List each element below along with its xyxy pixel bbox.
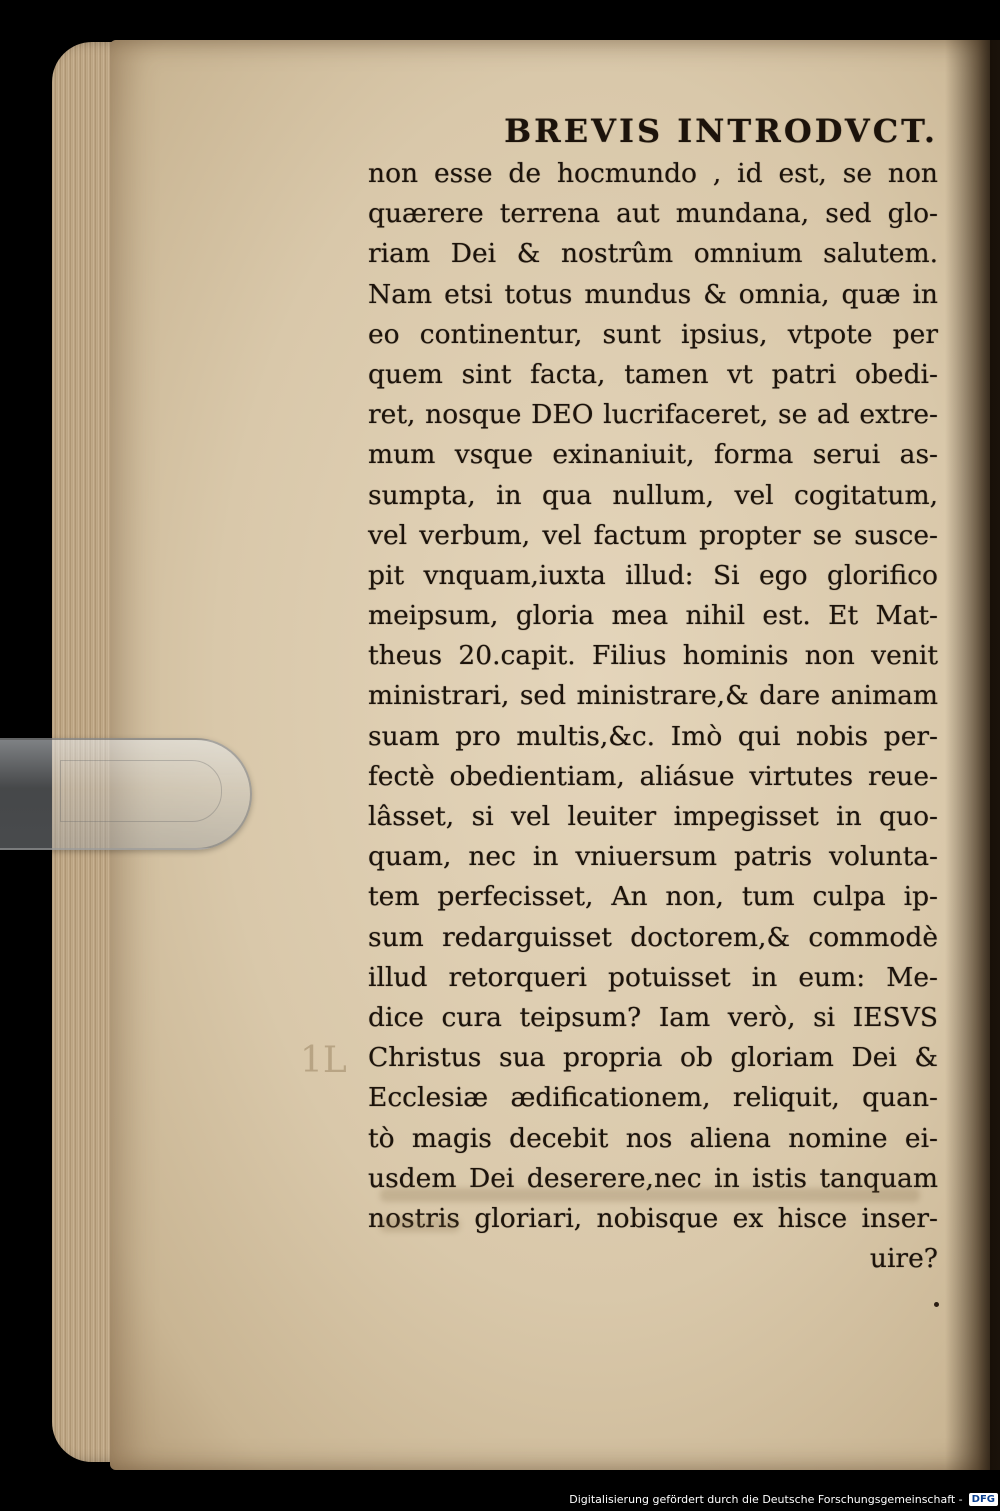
text-line: tò magis decebit nos aliena nomine ei- bbox=[368, 1122, 938, 1154]
text-line: eo continentur, sunt ipsius, vtpote per bbox=[368, 318, 938, 350]
text-line: illud retorqueri potuisset in eum: Me- bbox=[368, 961, 938, 993]
text-line: usdem Dei deserere,nec in istis tanquam bbox=[368, 1162, 938, 1194]
text-line: quam, nec in vniuersum patris volunta- bbox=[368, 841, 938, 873]
text-line: ministrari, sed ministrare,& dare animam bbox=[368, 680, 938, 712]
ink-spot bbox=[934, 1302, 939, 1307]
text-line: Ecclesiæ ædificationem, reliquit, quan- bbox=[368, 1082, 938, 1114]
text-line: nostris gloriari, nobisque ex hisce inser- bbox=[368, 1202, 938, 1234]
text-line: tem perfecisset, An non, tum culpa ip- bbox=[368, 881, 938, 913]
text-line: vel verbum, vel factum propter se susce- bbox=[368, 519, 938, 551]
text-line: dice cura teipsum? Iam verò, si IESVS bbox=[368, 1001, 938, 1033]
text-line: fectè obedientiam, aliásue virtutes reue- bbox=[368, 760, 938, 792]
text-line: suam pro multis,&c. Imò qui nobis per- bbox=[368, 720, 938, 752]
book-gutter-shadow bbox=[945, 40, 1000, 1470]
bleed-through-line bbox=[380, 1188, 920, 1202]
text-line: meipsum, gloria mea nihil est. Et Mat- bbox=[368, 600, 938, 632]
text-line: theus 20.capit. Filius hominis non venit bbox=[368, 640, 938, 672]
text-line: Christus sua propria ob gloriam Dei & bbox=[368, 1042, 938, 1074]
page-clip-inner bbox=[60, 760, 222, 822]
text-line: lâsset, si vel leuiter impegisset in quo- bbox=[368, 801, 938, 832]
text-line: ret, nosque DEO lucrifaceret, se ad extre- bbox=[368, 399, 938, 431]
text-line: quærere terrena aut mundana, sed glo- bbox=[368, 198, 938, 230]
footer-credit: Digitalisierung gefördert durch die Deutsche Forschungsgemeinschaft - bbox=[569, 1492, 963, 1506]
text-line: Nam etsi totus mundus & omnia, quæ in bbox=[368, 278, 938, 310]
bleed-through-line bbox=[380, 1218, 460, 1232]
text-line: mum vsque exinaniuit, forma serui as- bbox=[368, 439, 938, 471]
text-line-catchword: uire? bbox=[869, 1243, 938, 1275]
text-line: sumpta, in qua nullum, vel cogitatum, bbox=[368, 479, 938, 511]
digitization-footer bbox=[569, 1488, 998, 1510]
text-line: sum redarguisset doctorem,& commodè bbox=[368, 921, 938, 953]
dfg-logo-icon: DFG bbox=[969, 1493, 998, 1506]
text-line: quem sint facta, tamen vt patri obedi- bbox=[368, 358, 938, 390]
page-text-block bbox=[368, 108, 938, 1279]
text-line: pit vnquam,iuxta illud: Si ego glorifico bbox=[368, 559, 938, 591]
page-clip-icon bbox=[0, 738, 252, 850]
running-head: BREVIS INTRODVCT. bbox=[504, 112, 938, 150]
text-line: riam Dei & nostrûm omnium salutem. bbox=[368, 238, 938, 270]
bleed-through-mark: 1​L bbox=[300, 1040, 347, 1081]
text-line: non esse de hocmundo , id est, se non bbox=[368, 158, 938, 189]
